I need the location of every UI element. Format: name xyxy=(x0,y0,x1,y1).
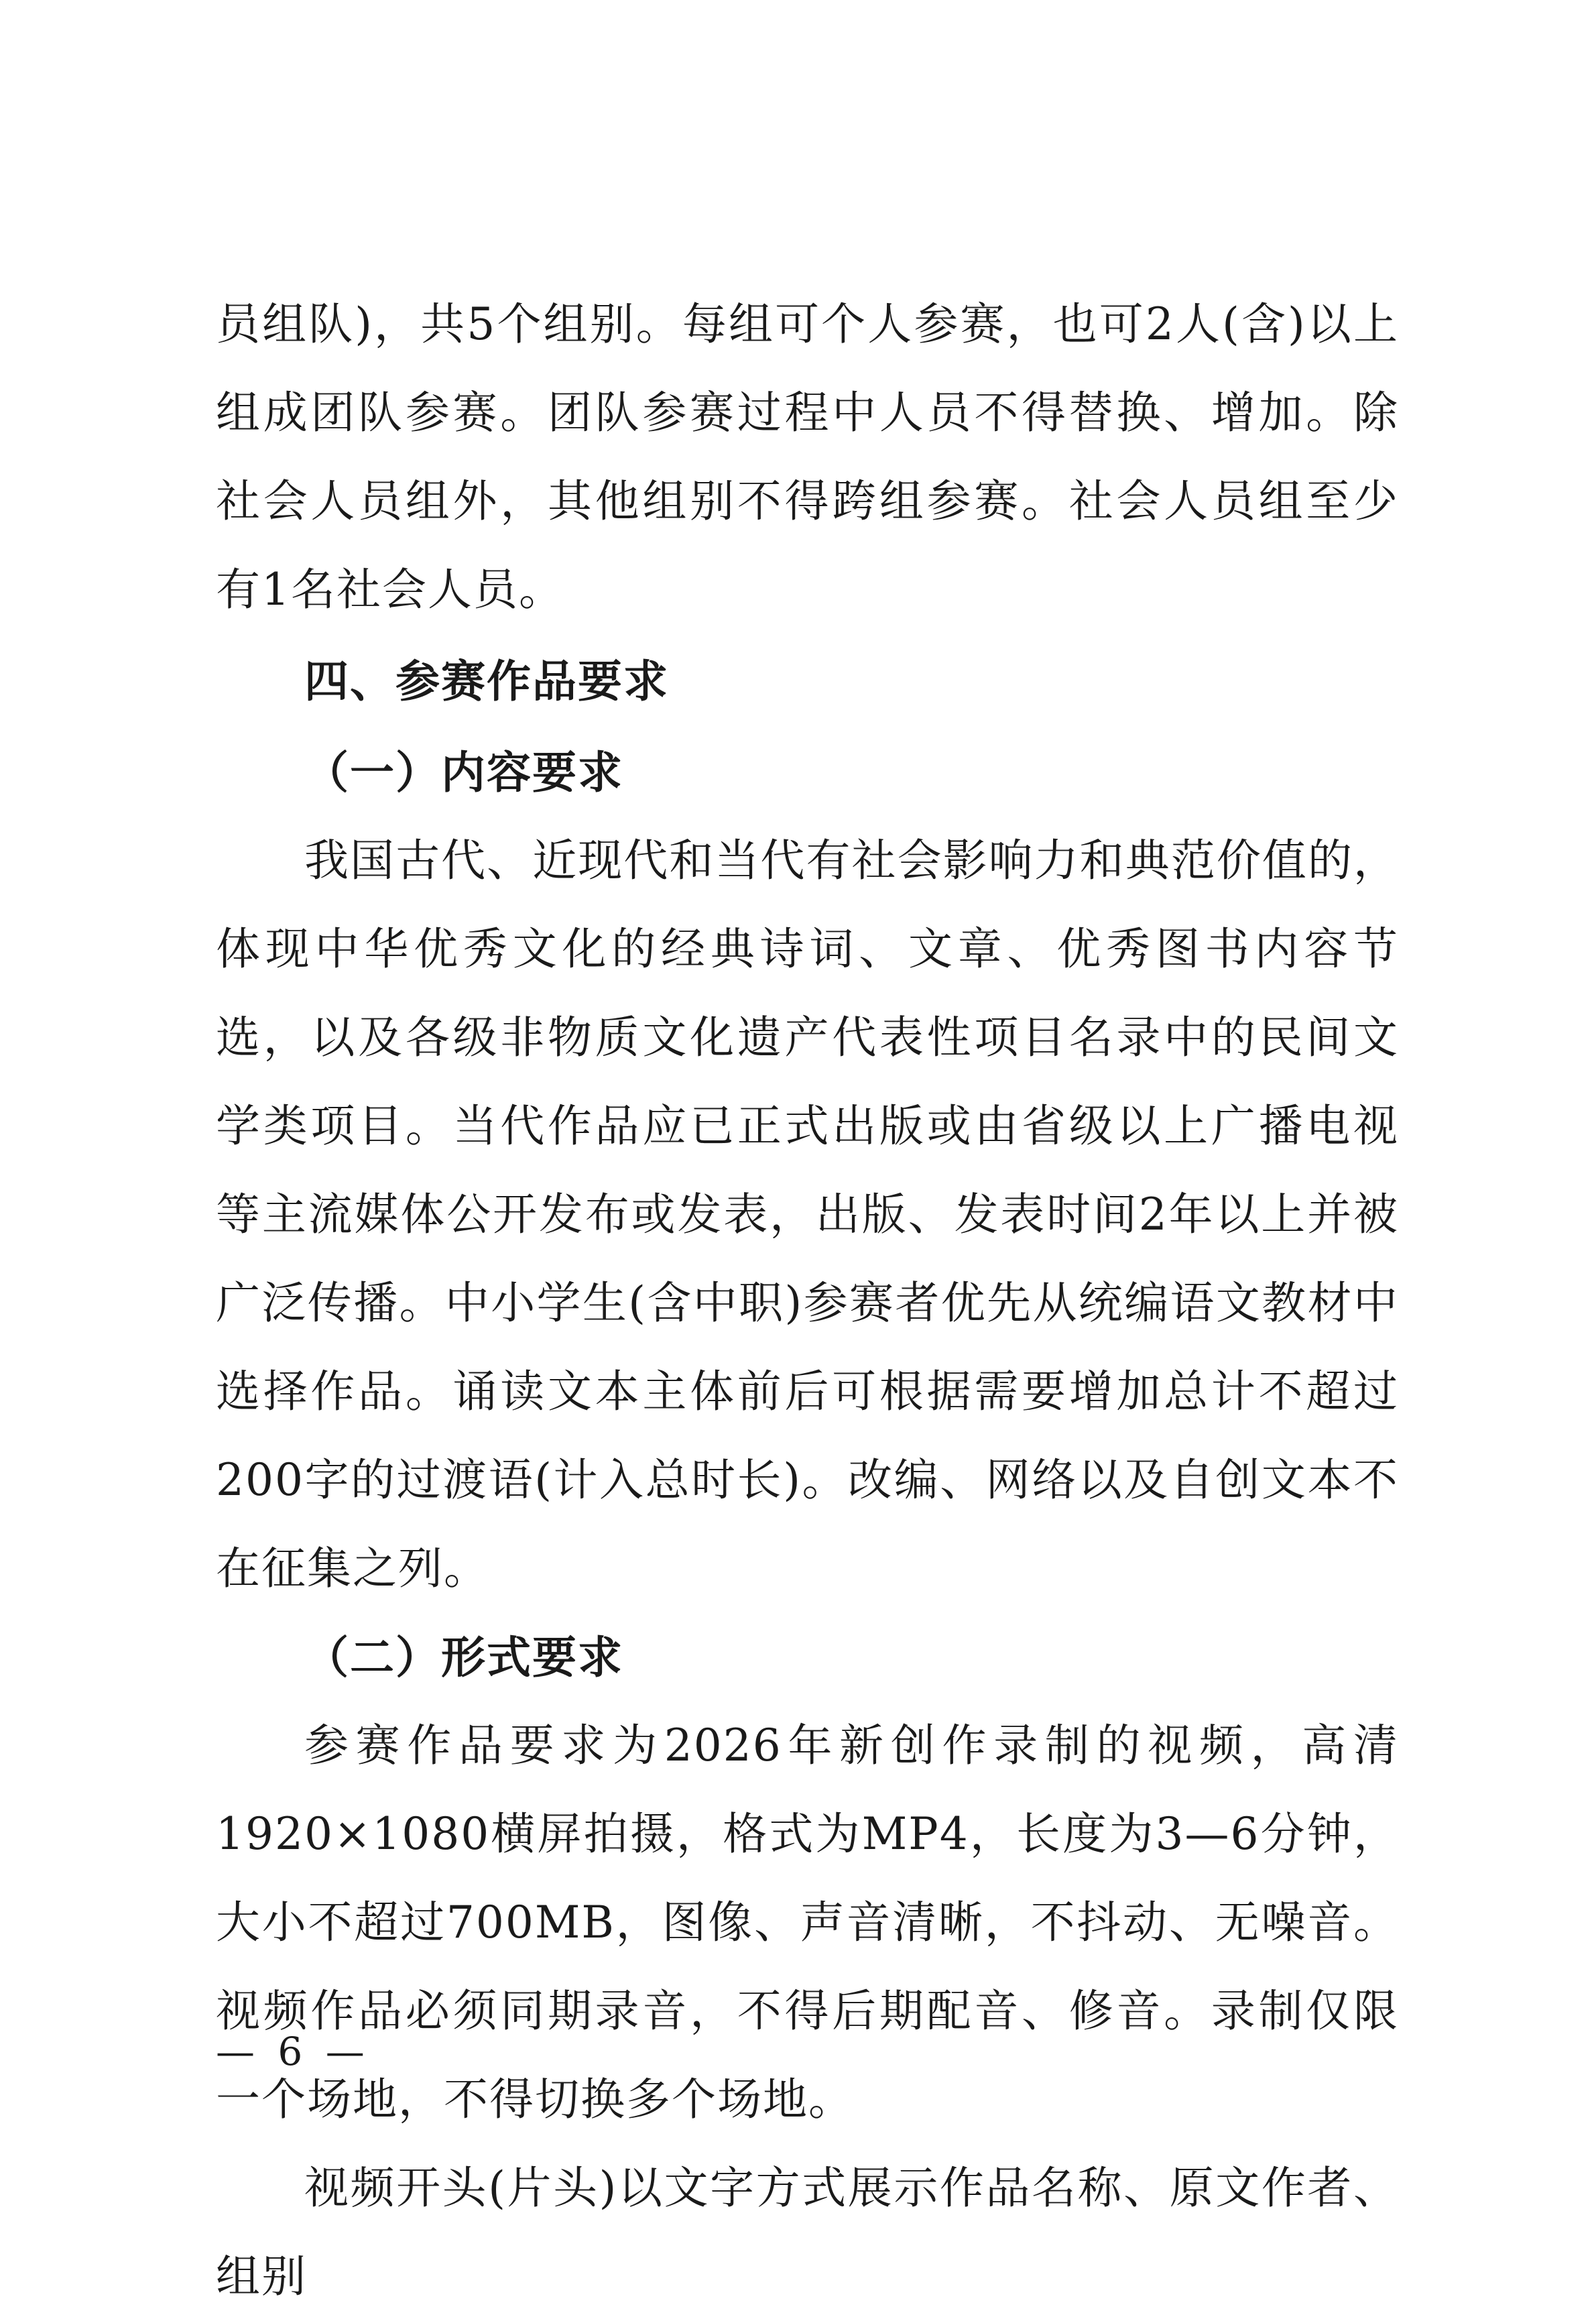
subsection-heading-format: （二）形式要求 xyxy=(304,1631,623,1683)
page-number: — 6 — xyxy=(216,2029,370,2074)
subsection-heading-content: （一）内容要求 xyxy=(304,746,623,798)
section-heading-4: 四、参赛作品要求 xyxy=(304,655,669,707)
paragraph-format-requirements: 参赛作品要求为2026年新创作录制的视频，高清1920×1080横屏拍摄，格式为MP4，长度为3—6分钟，大小不超过700MB，图像、声音清晰，不抖动、无噪音。视频作品必须同期录音，不得后期配音、修音。录制仅限一个场地，不得切换多个场地。 xyxy=(216,1720,1399,2125)
document-body xyxy=(216,280,1399,2321)
paragraph-video-opening: 视频开头(片头)以文字方式展示作品名称、原文作者、组别 xyxy=(216,2162,1399,2302)
paragraph-content-requirements: 我国古代、近现代和当代有社会影响力和典范价值的，体现中华优秀文化的经典诗词、文章、优秀图书内容节选，以及各级非物质文化遗产代表性项目名录中的民间文学类项目。当代作品应已正式出版或由省级以上广播电视等主流媒体公开发布或发表，出版、发表时间2年以上并被广泛传播。中小学生(含中职)参赛者优先从统编语文教材中选择作品。诵读文本主体前后可根据需要增加总计不超过200字的过渡语(计入总时长)。改编、网络以及自创文本不在征集之列。 xyxy=(216,835,1399,1594)
paragraph-participants: 员组队)，共5个组别。每组可个人参赛，也可2人(含)以上组成团队参赛。团队参赛过程中人员不得替换、增加。除社会人员组外，其他组别不得跨组参赛。社会人员组至少有1名社会人员。 xyxy=(216,298,1399,615)
